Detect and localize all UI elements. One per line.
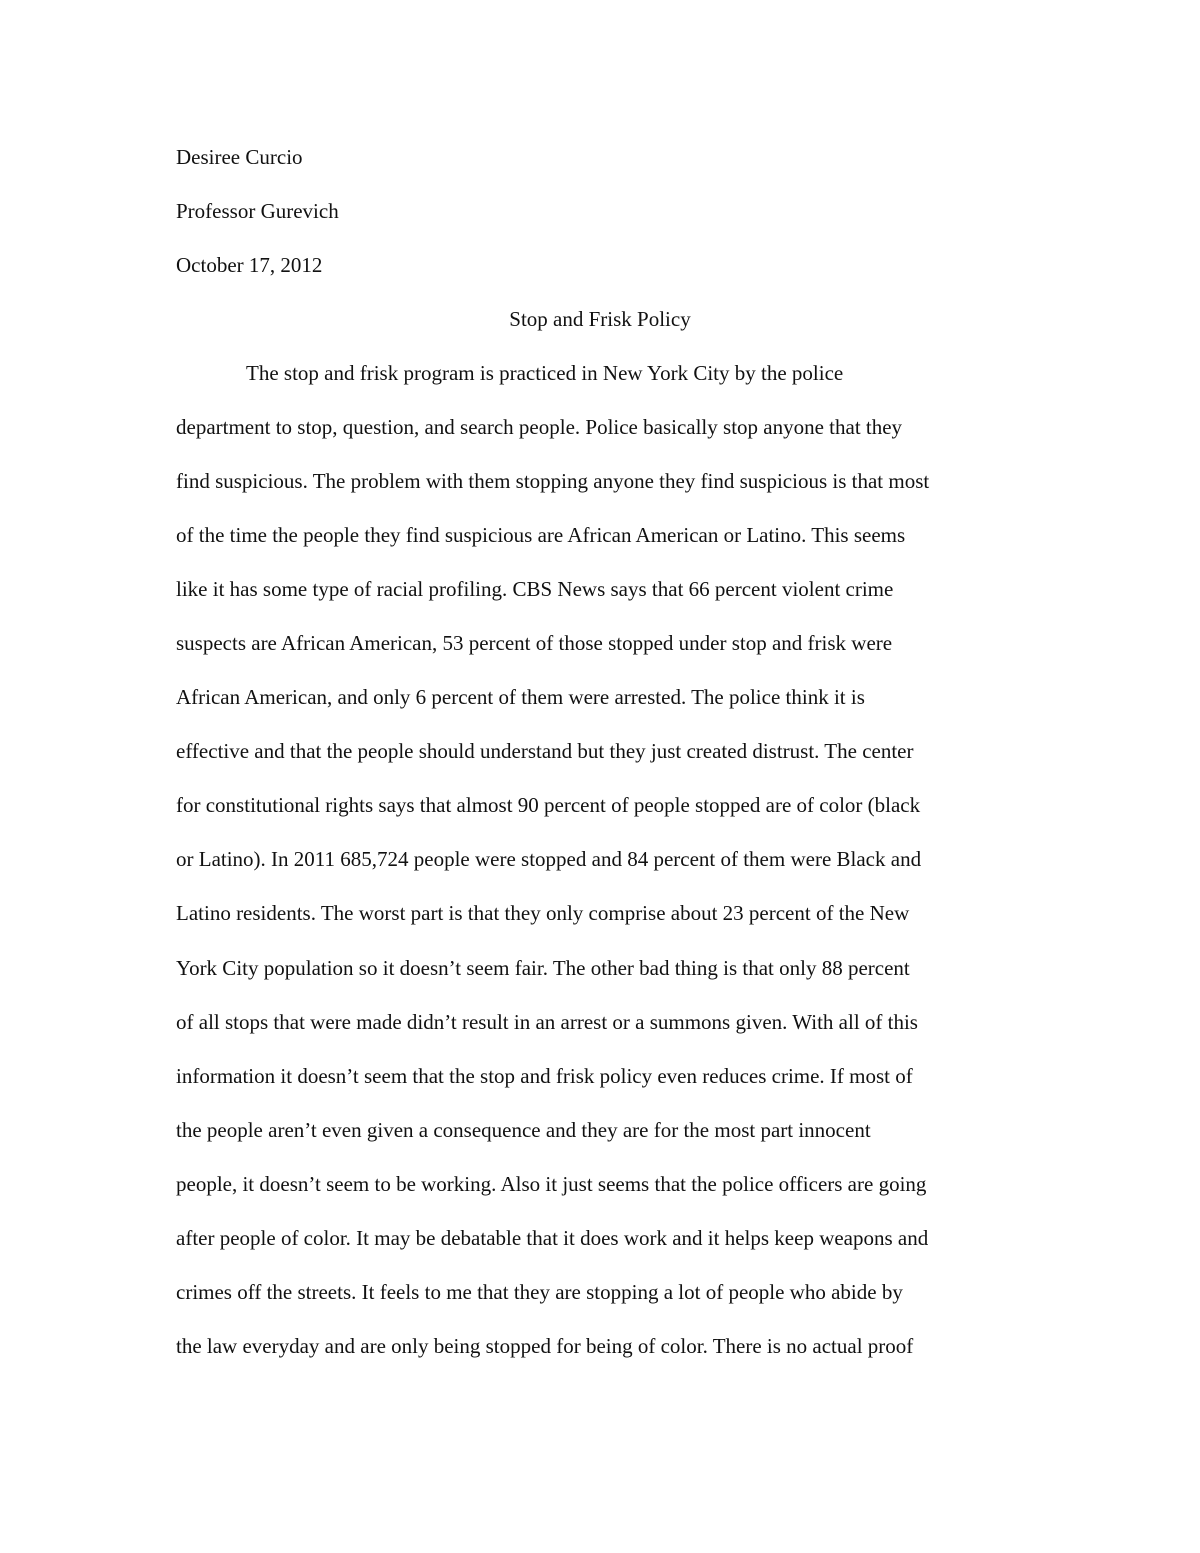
- paragraph-line: Latino residents. The worst part is that they only comprise about 23 percent of the New: [176, 901, 910, 925]
- essay-title: Stop and Frisk Policy: [509, 307, 691, 331]
- paragraph-line: of the time the people they find suspicious are African American or Latino. This seems: [176, 523, 906, 547]
- paragraph-line: or Latino). In 2011 685,724 people were stopped and 84 percent of them were Black and: [176, 847, 922, 871]
- professor-name: Professor Gurevich: [176, 199, 339, 223]
- document-date: October 17, 2012: [176, 253, 323, 277]
- paragraph-line: The stop and frisk program is practiced in New York City by the police: [246, 361, 844, 385]
- paragraph-line: suspects are African American, 53 percent of those stopped under stop and frisk were: [176, 631, 893, 655]
- paragraph-line: the law everyday and are only being stopped for being of color. There is no actual proof: [176, 1334, 914, 1358]
- paragraph-line: department to stop, question, and search people. Police basically stop anyone that they: [176, 415, 903, 439]
- paragraph-line: crimes off the streets. It feels to me that they are stopping a lot of people who abide by: [176, 1280, 903, 1304]
- paragraph-line: people, it doesn’t seem to be working. Also it just seems that the police officers are going: [176, 1172, 927, 1196]
- paragraph-line: the people aren’t even given a consequence and they are for the most part innocent: [176, 1118, 871, 1142]
- paragraph-line: African American, and only 6 percent of them were arrested. The police think it is: [176, 685, 865, 709]
- paragraph-line: information it doesn’t seem that the stop and frisk policy even reduces crime. If most of: [176, 1064, 913, 1088]
- author-name: Desiree Curcio: [176, 145, 303, 169]
- paragraph-line: effective and that the people should understand but they just created distrust. The center: [176, 739, 914, 763]
- paragraph-line: like it has some type of racial profiling. CBS News says that 66 percent violent crime: [176, 577, 894, 601]
- paragraph-line: find suspicious. The problem with them stopping anyone they find suspicious is that most: [176, 469, 930, 493]
- paragraph-line: York City population so it doesn’t seem fair. The other bad thing is that only 88 percent: [176, 956, 910, 980]
- paragraph-line: for constitutional rights says that almost 90 percent of people stopped are of color (black: [176, 793, 921, 817]
- paragraph-line: after people of color. It may be debatable that it does work and it helps keep weapons and: [176, 1226, 929, 1250]
- paragraph-line: of all stops that were made didn’t result in an arrest or a summons given. With all of this: [176, 1010, 918, 1034]
